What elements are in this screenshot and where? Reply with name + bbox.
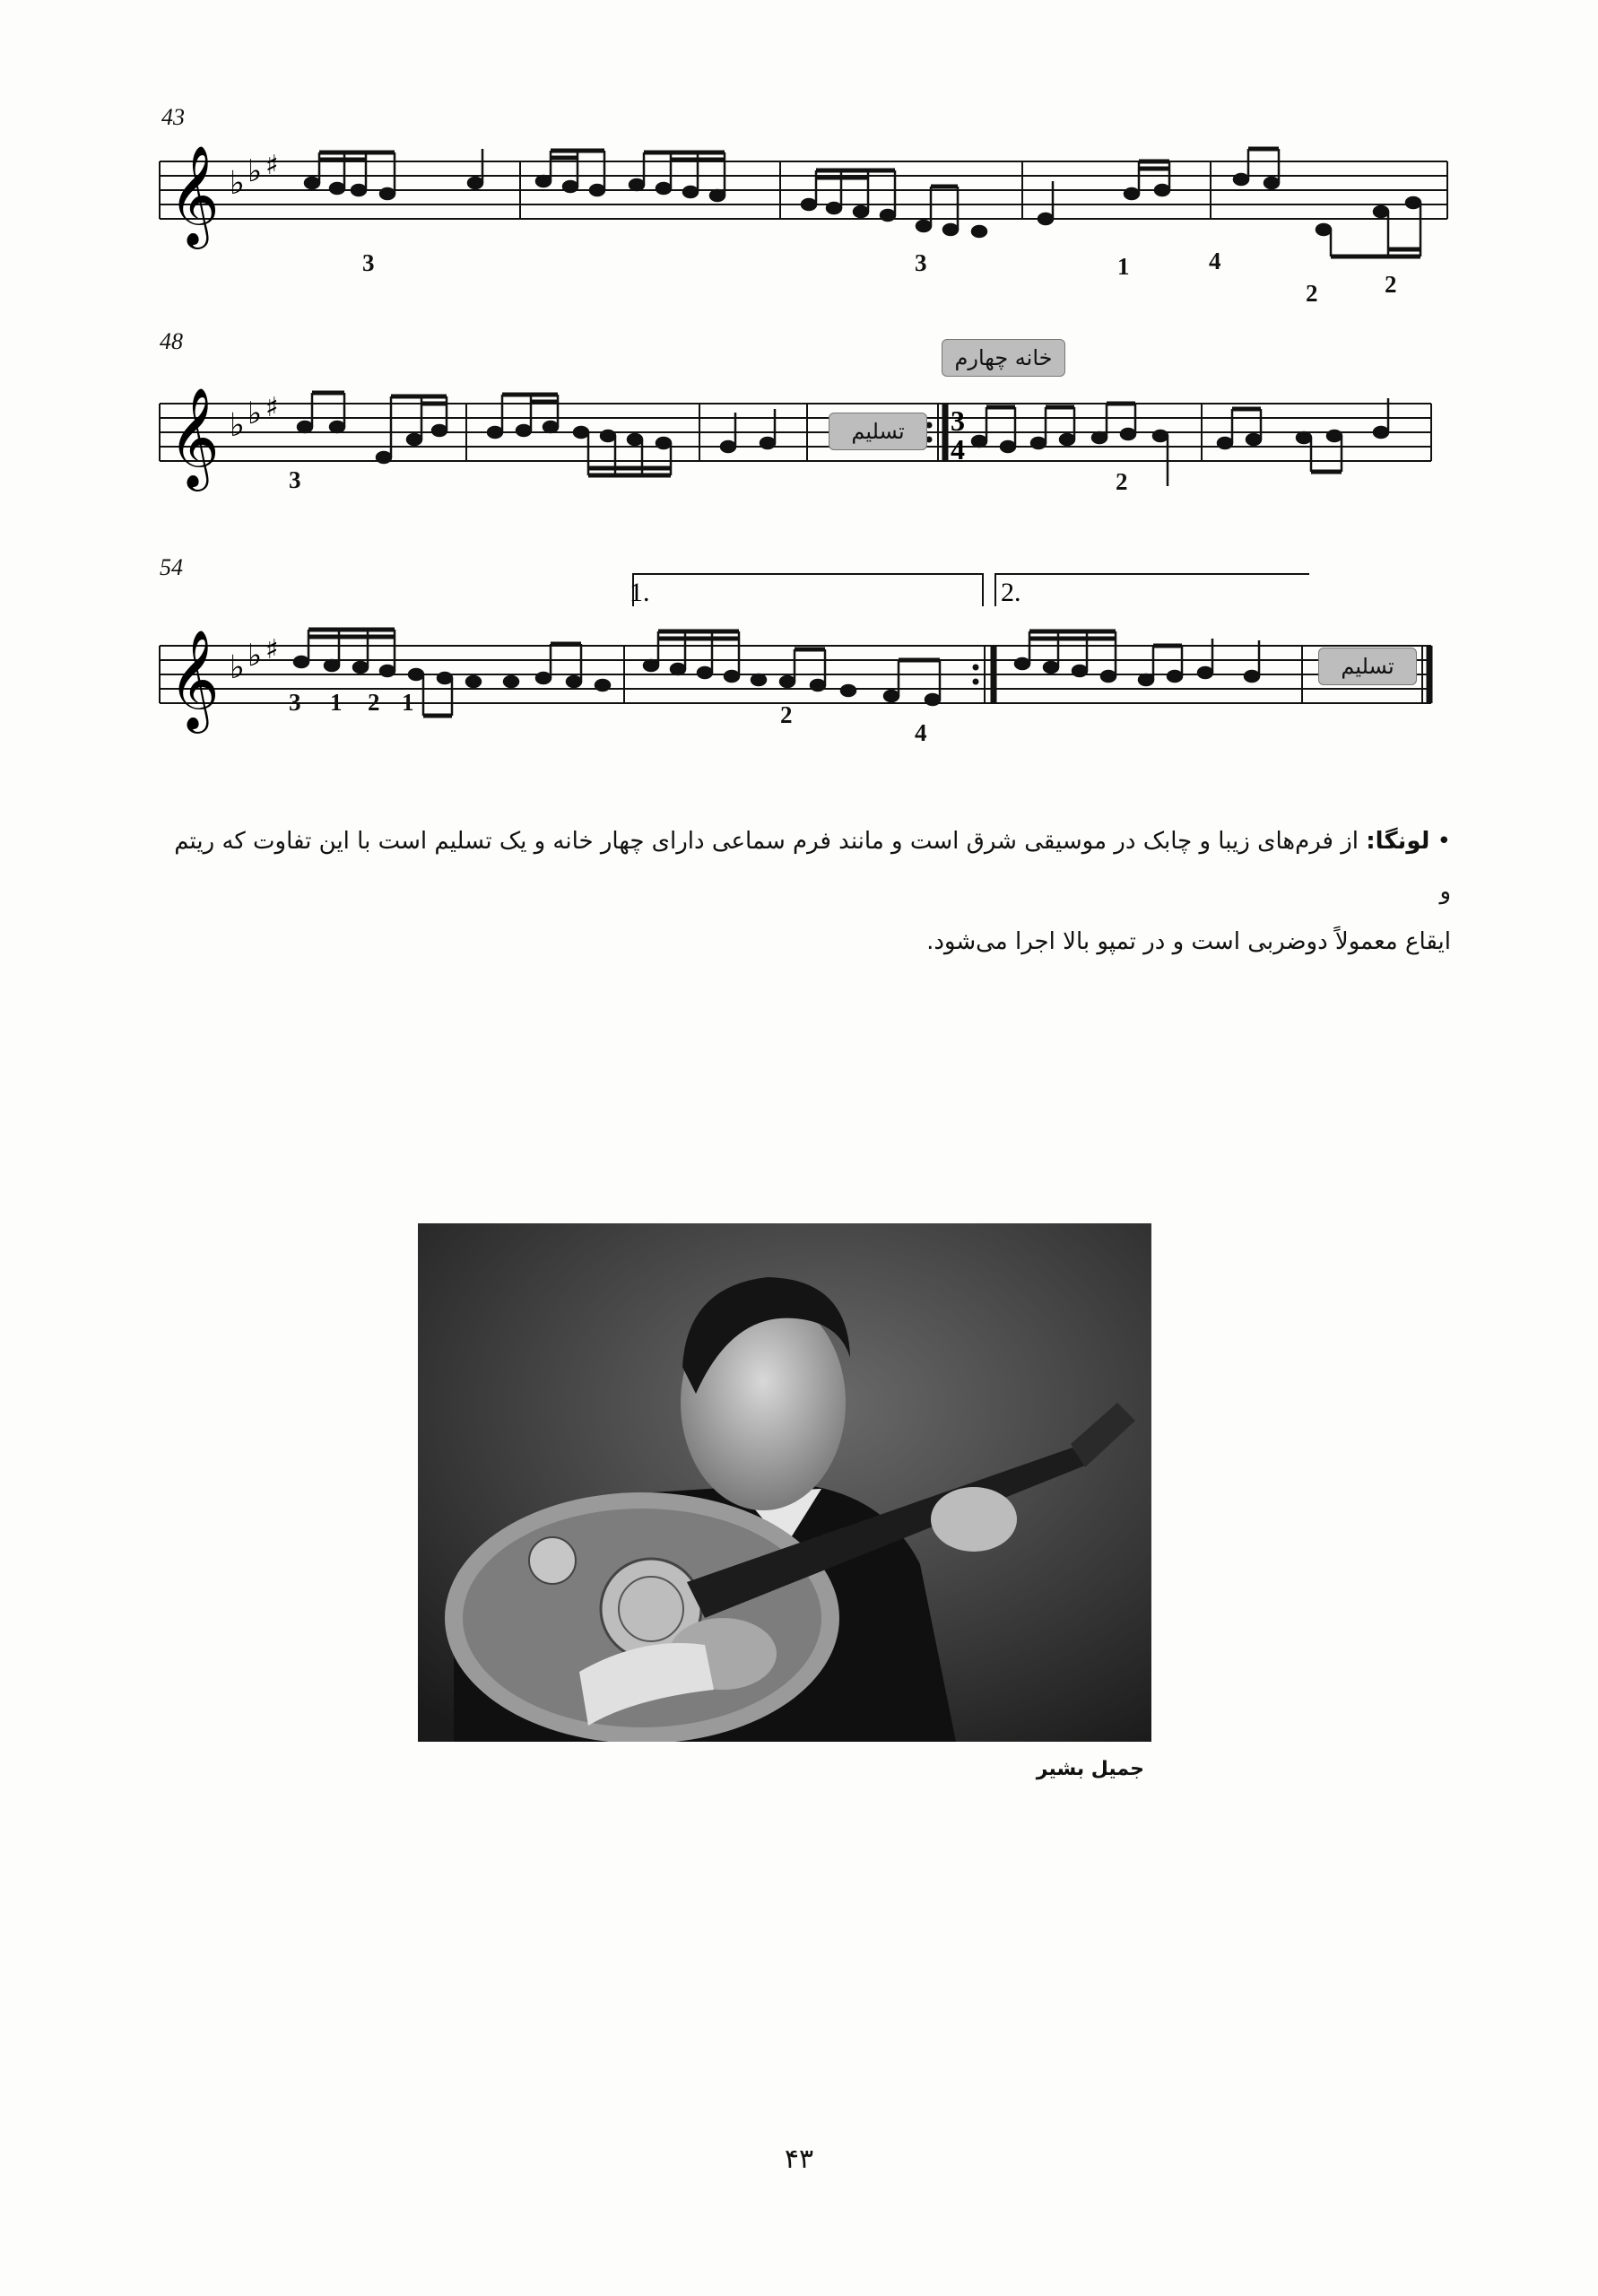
fingering: 2 xyxy=(1306,280,1318,307)
volta-2-label: 2. xyxy=(1001,578,1021,607)
paragraph-text-2: ایقاع معمولاً دوضربی است و در تمپو بالا اجرا می‌شود. xyxy=(926,928,1451,955)
svg-text:♭: ♭ xyxy=(230,649,245,686)
staff-system-2 xyxy=(0,368,1598,547)
measure-number-48: 48 xyxy=(160,328,183,354)
svg-text:𝄞: 𝄞 xyxy=(169,387,220,487)
svg-text:♯: ♯ xyxy=(265,634,279,665)
measure-number-54: 54 xyxy=(160,554,183,580)
photo-illustration xyxy=(418,1223,1151,1742)
svg-text:♯: ♯ xyxy=(265,150,279,181)
svg-text:♭: ♭ xyxy=(248,153,263,189)
longa-description xyxy=(160,816,1451,967)
time-signature-top: 3 xyxy=(951,404,965,437)
svg-text:♯: ♯ xyxy=(265,392,279,423)
term-longa: لونگا: xyxy=(1366,828,1430,855)
bullet: • xyxy=(1437,828,1451,855)
svg-text:♭: ♭ xyxy=(248,396,263,431)
fingering: 4 xyxy=(1209,248,1221,274)
section-label-khane-4: خانه چهارم xyxy=(942,339,1065,377)
fingering: 3 xyxy=(915,249,927,276)
paragraph-line-1 xyxy=(160,816,1451,917)
page-number: ۴۳ xyxy=(784,2144,814,2175)
fingering: 3 xyxy=(289,689,301,716)
taslim-label: تسلیم xyxy=(829,413,927,450)
fingering: 1 xyxy=(1117,253,1130,280)
time-signature-bottom: 4 xyxy=(951,433,965,465)
fingering: 1 xyxy=(402,689,414,716)
fingering: 2 xyxy=(1116,468,1128,495)
fingering: 3 xyxy=(362,249,375,276)
svg-text:𝄞: 𝄞 xyxy=(169,629,220,729)
paragraph-text-1: از فرم‌های زیبا و چابک در موسیقی شرق است و مانند فرم سماعی دارای چهار خانه و یک تسلیم است با این تفاوت که ریتم و xyxy=(174,828,1451,905)
fingering: 1 xyxy=(330,689,343,716)
oud-player-photo xyxy=(418,1223,1151,1742)
photo-caption: جمیل بشیر xyxy=(1036,1758,1144,1780)
taslim-label: تسلیم xyxy=(1318,648,1417,685)
fingering: 2 xyxy=(368,689,380,716)
fingering: 2 xyxy=(1385,271,1397,298)
measure-number-43: 43 xyxy=(161,104,185,130)
fingering: 3 xyxy=(289,466,301,493)
svg-text:♭: ♭ xyxy=(230,165,245,202)
fingering: 4 xyxy=(915,719,927,746)
svg-text:♭: ♭ xyxy=(248,638,263,674)
fingering: 2 xyxy=(780,701,793,728)
svg-text:𝄞: 𝄞 xyxy=(169,144,220,245)
volta-1-label: 1. xyxy=(630,578,650,607)
svg-text:♭: ♭ xyxy=(230,407,245,444)
